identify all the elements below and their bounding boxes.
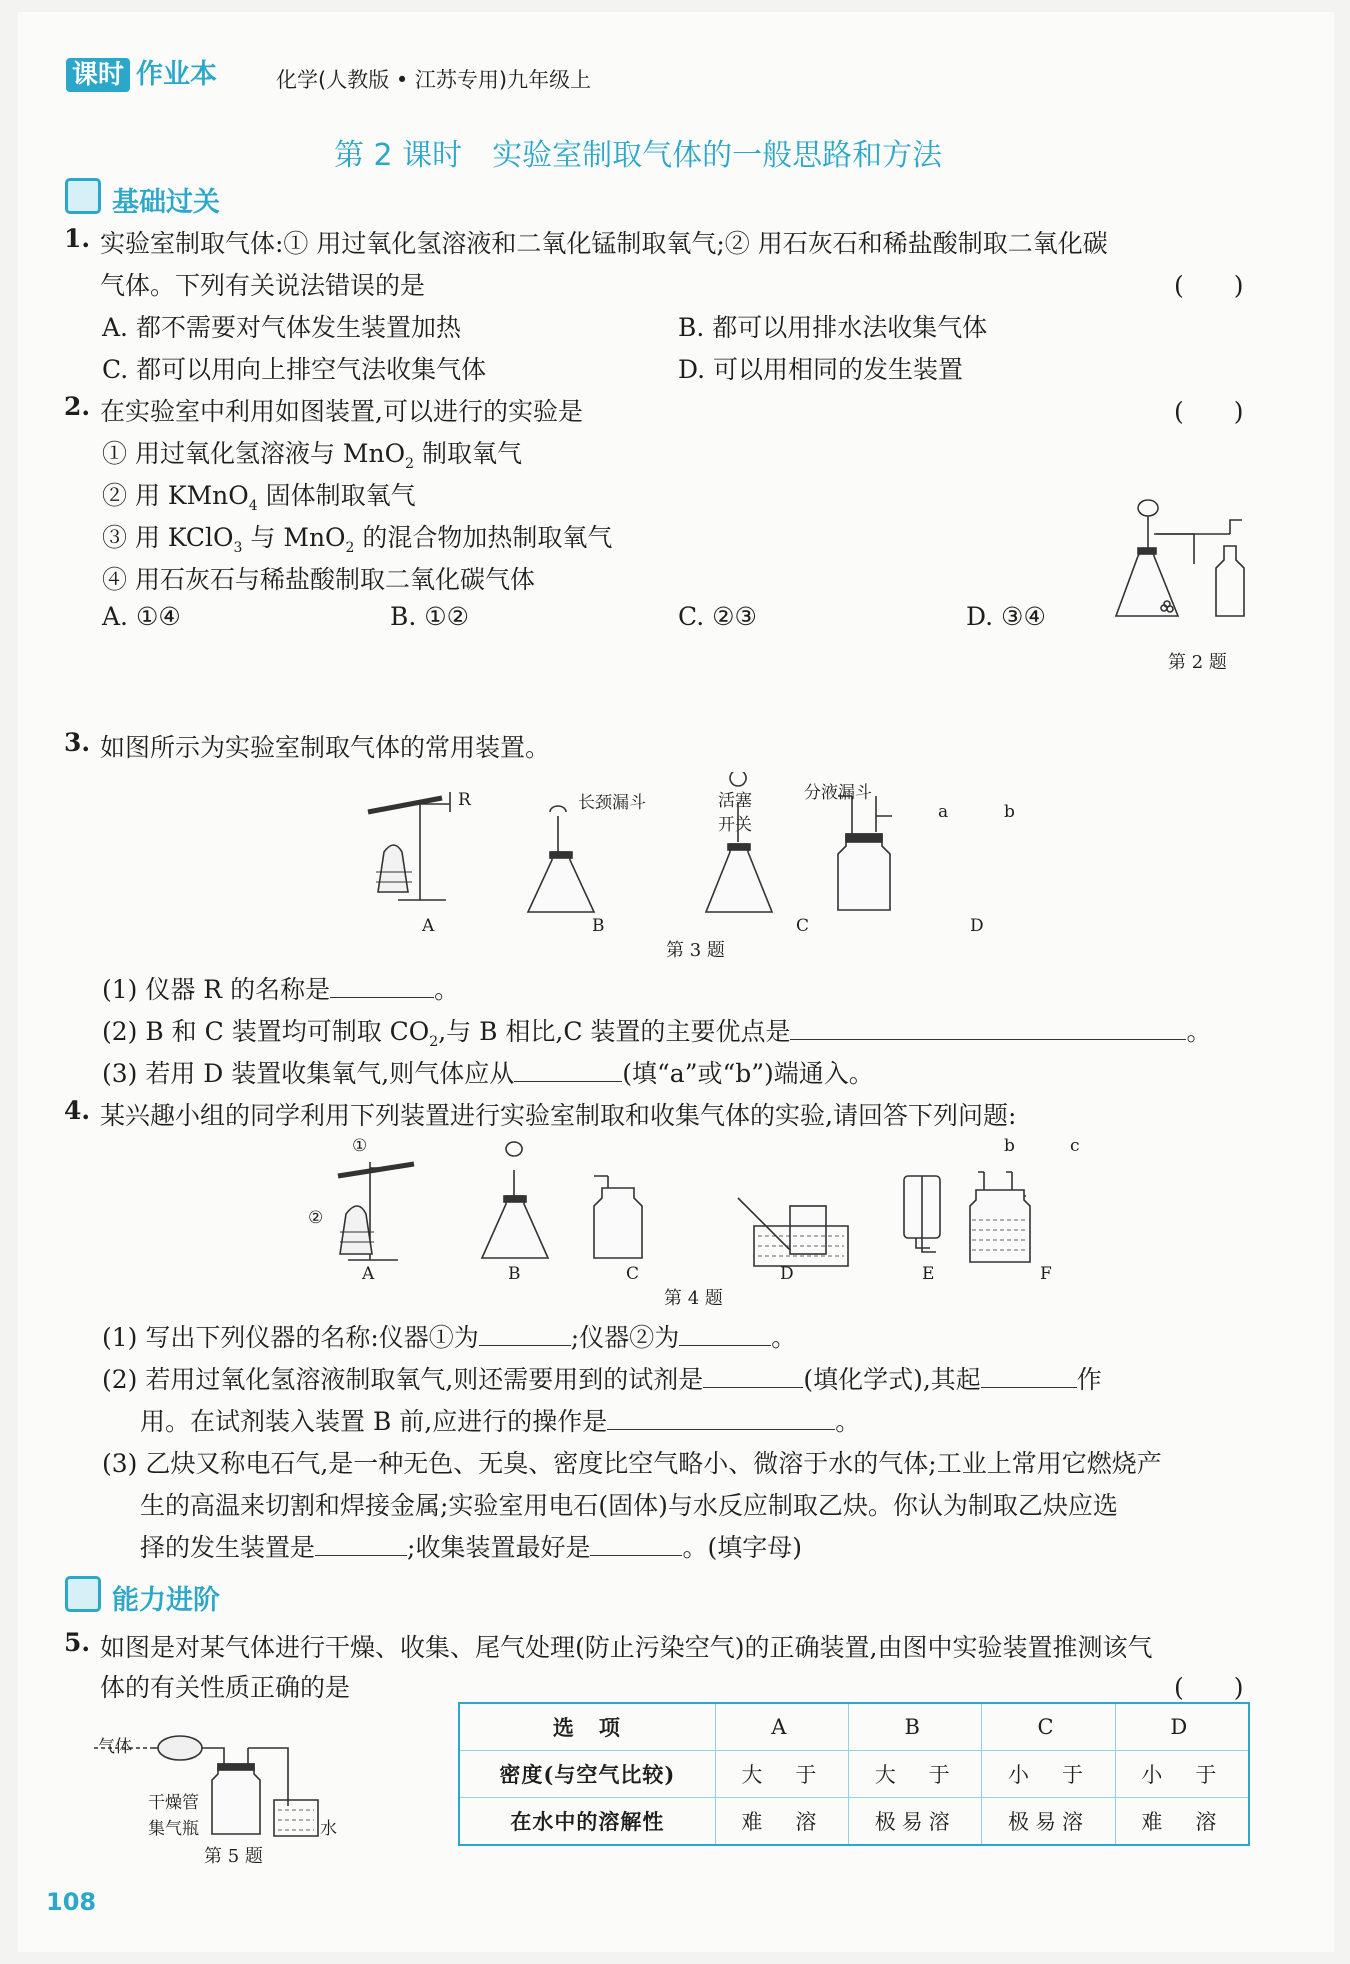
table-cell: 难 溶 bbox=[1115, 1798, 1249, 1846]
q4-apparatus-figure bbox=[318, 1136, 1098, 1276]
q2-item-4: ④ 用石灰石与稀盐酸制取二氧化碳气体 bbox=[102, 565, 535, 594]
q5-label-bottle: 集气瓶 bbox=[148, 1819, 199, 1839]
q4-blank-3[interactable] bbox=[703, 1365, 803, 1388]
q4-label-1: ① bbox=[352, 1136, 368, 1156]
q5-number: 5. bbox=[64, 1628, 91, 1657]
table-cell[interactable]: D bbox=[1115, 1703, 1249, 1751]
q2-item-3: ③ 用 KClO$_3$ 与 MnO$_2$ 的混合物加热制取氧气 bbox=[102, 523, 613, 556]
q5-label-dryer: 干燥管 bbox=[148, 1793, 199, 1813]
brand-logo-b: 作业本 bbox=[136, 59, 218, 90]
q4-label-2: ② bbox=[308, 1208, 324, 1228]
q3-label-a: a bbox=[938, 802, 949, 822]
q1-option-c[interactable]: C. 都可以用向上排空气法收集气体 bbox=[102, 355, 487, 384]
q4-blank-2[interactable] bbox=[679, 1323, 771, 1346]
q2-answer-paren[interactable]: ( ) bbox=[1174, 397, 1244, 426]
q3-label-stopcock-2: 开关 bbox=[718, 815, 752, 835]
q5-options-table bbox=[458, 1702, 1250, 1846]
q3-label-long-funnel: 长颈漏斗 bbox=[578, 793, 646, 813]
lesson-title: 第 2 课时 实验室制取气体的一般思路和方法 bbox=[334, 138, 943, 173]
q3-caption: 第 3 题 bbox=[666, 940, 725, 961]
q3-blank-3[interactable] bbox=[514, 1059, 622, 1082]
section-title-basic: 基础过关 bbox=[112, 187, 220, 218]
q4-label-device-c: C bbox=[626, 1264, 640, 1284]
q3-stem: 如图所示为实验室制取气体的常用装置。 bbox=[100, 733, 551, 762]
q3-part1: (1) 仪器 R 的名称是 。 bbox=[102, 975, 460, 1004]
q5-answer-paren[interactable]: ( ) bbox=[1174, 1673, 1244, 1702]
table-cell: 在水中的溶解性 bbox=[459, 1798, 715, 1846]
q3-label-b: b bbox=[1004, 802, 1015, 822]
q4-label-device-f: F bbox=[1040, 1264, 1052, 1284]
q4-blank-1[interactable] bbox=[479, 1323, 571, 1346]
q2-option-c[interactable]: C. ②③ bbox=[678, 602, 757, 631]
q4-part2-line1: (2) 若用过氧化氢溶液制取氧气,则还需要用到的试剂是 (填化学式),其起 作 bbox=[102, 1365, 1102, 1394]
table-cell: 密度(与空气比较) bbox=[459, 1751, 715, 1798]
q5-caption: 第 5 题 bbox=[204, 1846, 263, 1867]
q2-option-b[interactable]: B. ①② bbox=[390, 602, 470, 631]
brand-logo-a: 课时 bbox=[66, 58, 130, 92]
q4-label-device-b: B bbox=[508, 1264, 521, 1284]
q3-blank-1[interactable] bbox=[330, 975, 434, 998]
q4-blank-7[interactable] bbox=[590, 1533, 682, 1556]
q3-part3: (3) 若用 D 装置收集氧气,则气体应从 (填“a”或“b”)端通入。 bbox=[102, 1059, 874, 1088]
q1-option-d[interactable]: D. 可以用相同的发生装置 bbox=[678, 355, 964, 384]
q3-label-device-b: B bbox=[592, 916, 605, 936]
q3-label-stopcock-1: 活塞 bbox=[718, 791, 752, 811]
q2-stem: 在实验室中利用如图装置,可以进行的实验是 bbox=[100, 397, 583, 426]
q4-label-b: b bbox=[1004, 1136, 1015, 1156]
q1-option-b[interactable]: B. 都可以用排水法收集气体 bbox=[678, 313, 988, 342]
q3-label-device-d: D bbox=[970, 916, 984, 936]
q2-item-2: ② 用 KMnO$_4$ 固体制取氧气 bbox=[102, 481, 416, 514]
q4-blank-4[interactable] bbox=[981, 1365, 1077, 1388]
q4-label-device-a: A bbox=[362, 1264, 375, 1284]
q1-stem-line1: 实验室制取气体:① 用过氧化氢溶液和二氧化锰制取氧气;② 用石灰石和稀盐酸制取二氧化碳 bbox=[100, 229, 1108, 258]
q3-label-device-c: C bbox=[796, 916, 810, 936]
workbook-page bbox=[18, 12, 1334, 1952]
table-row bbox=[459, 1751, 1249, 1798]
q2-option-d[interactable]: D. ③④ bbox=[966, 602, 1046, 631]
q4-part3-line3: 择的发生装置是 ;收集装置最好是 。(填字母) bbox=[140, 1533, 802, 1562]
section-title-advanced: 能力进阶 bbox=[112, 1585, 220, 1616]
table-row bbox=[459, 1798, 1249, 1846]
q4-blank-5[interactable] bbox=[607, 1407, 835, 1430]
table-cell[interactable]: B bbox=[849, 1703, 982, 1751]
q1-stem-line2: 气体。下列有关说法错误的是 bbox=[100, 271, 426, 300]
table-cell: 小 于 bbox=[1115, 1751, 1249, 1798]
q3-part2: (2) B 和 C 装置均可制取 $CO_2$,与 B 相比,C 装置的主要优点是 。 bbox=[102, 1017, 1212, 1050]
q3-label-r: R bbox=[458, 790, 471, 810]
q3-apparatus-figure bbox=[358, 772, 1018, 932]
q3-blank-2[interactable] bbox=[790, 1017, 1186, 1040]
book-subtitle: 化学(人教版 • 江苏专用)九年级上 bbox=[276, 68, 592, 92]
brand-logo bbox=[66, 58, 217, 92]
table-cell: 大 于 bbox=[715, 1751, 848, 1798]
table-cell[interactable]: A bbox=[715, 1703, 848, 1751]
q5-label-gas: 气体 bbox=[98, 1737, 132, 1757]
q4-caption: 第 4 题 bbox=[664, 1288, 723, 1309]
q1-number: 1. bbox=[64, 224, 91, 253]
q4-label-device-e: E bbox=[922, 1264, 935, 1284]
q5-stem-line2: 体的有关性质正确的是 bbox=[100, 1673, 351, 1702]
q4-label-device-d: D bbox=[780, 1264, 794, 1284]
q2-caption: 第 2 题 bbox=[1168, 652, 1227, 673]
q4-blank-6[interactable] bbox=[315, 1533, 407, 1556]
q4-number: 4. bbox=[64, 1096, 91, 1125]
q1-answer-paren[interactable]: ( ) bbox=[1174, 271, 1244, 300]
table-cell: 难 溶 bbox=[715, 1798, 848, 1846]
table-cell[interactable]: C bbox=[982, 1703, 1115, 1751]
q3-label-device-a: A bbox=[422, 916, 435, 936]
q4-part3-line2: 生的高温来切割和焊接金属;实验室用电石(固体)与水反应制取乙炔。你认为制取乙炔应选 bbox=[140, 1491, 1118, 1520]
q4-label-c: c bbox=[1070, 1136, 1080, 1156]
page-number: 108 bbox=[46, 1888, 97, 1916]
checkbox-icon bbox=[65, 178, 101, 214]
q4-stem: 某兴趣小组的同学利用下列装置进行实验室制取和收集气体的实验,请回答下列问题: bbox=[100, 1101, 1017, 1130]
q5-label-water: 水 bbox=[320, 1819, 337, 1839]
q4-part2-line2: 用。在试剂装入装置 B 前,应进行的操作是 。 bbox=[140, 1407, 861, 1436]
table-cell: 极易溶 bbox=[849, 1798, 982, 1846]
q1-option-a[interactable]: A. 都不需要对气体发生装置加热 bbox=[102, 313, 461, 342]
table-cell: 大 于 bbox=[849, 1751, 982, 1798]
pencil-icon bbox=[65, 1576, 101, 1612]
table-cell: 选 项 bbox=[459, 1703, 715, 1751]
table-header-row bbox=[459, 1703, 1249, 1751]
q2-number: 2. bbox=[64, 392, 91, 421]
q2-apparatus-figure bbox=[1108, 490, 1288, 640]
table-cell: 小 于 bbox=[982, 1751, 1115, 1798]
q4-part1: (1) 写出下列仪器的名称:仪器①为 ;仪器②为 。 bbox=[102, 1323, 797, 1352]
q4-part3-line1: (3) 乙炔又称电石气,是一种无色、无臭、密度比空气略小、微溶于水的气体;工业上常用它燃烧产 bbox=[102, 1449, 1162, 1478]
table-cell: 极易溶 bbox=[982, 1798, 1115, 1846]
q3-label-sep-funnel: 分液漏斗 bbox=[804, 783, 872, 803]
q2-item-1: ① 用过氧化氢溶液与 MnO$_2$ 制取氧气 bbox=[102, 439, 522, 472]
q3-number: 3. bbox=[64, 728, 91, 757]
q2-option-a[interactable]: A. ①④ bbox=[102, 602, 181, 631]
q5-stem-line1: 如图是对某气体进行干燥、收集、尾气处理(防止污染空气)的正确装置,由图中实验装置推测该气 bbox=[100, 1633, 1153, 1662]
